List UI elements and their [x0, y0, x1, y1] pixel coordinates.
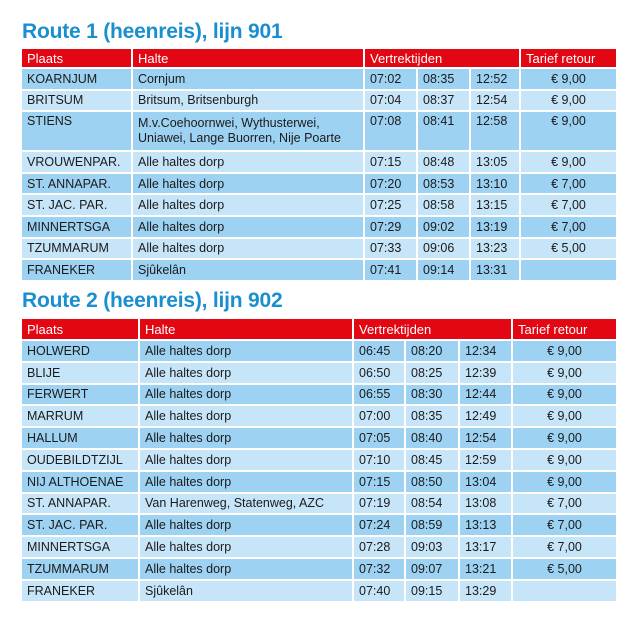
departure-time-cell: 08:54: [405, 493, 459, 515]
column-header-vertrektijden: Vertrektijden: [364, 48, 520, 68]
plaats-cell: HALLUM: [21, 427, 139, 449]
tarief-cell: € 9,00: [520, 151, 617, 173]
halte-cell: Alle haltes dorp: [139, 558, 353, 580]
plaats-cell: HOLWERD: [21, 340, 139, 362]
tarief-cell: € 9,00: [512, 471, 617, 493]
departure-time-cell: 12:39: [459, 362, 512, 384]
departure-time-cell: 07:00: [353, 405, 405, 427]
tarief-cell: € 9,00: [520, 68, 617, 90]
table-row: [21, 471, 617, 493]
plaats-cell: MINNERTSGA: [21, 536, 139, 558]
halte-cell: Alle haltes dorp: [139, 449, 353, 471]
table-row: [21, 405, 617, 427]
table-row: [21, 111, 617, 151]
table-row: [21, 216, 617, 238]
tarief-cell: [520, 259, 617, 281]
departure-time-cell: 08:58: [417, 194, 470, 216]
departure-time-cell: 12:52: [470, 68, 520, 90]
halte-cell: Alle haltes dorp: [132, 173, 364, 195]
departure-time-cell: 08:20: [405, 340, 459, 362]
departure-time-cell: 09:06: [417, 238, 470, 260]
halte-cell: M.v.Coehoornwei, Wythusterwei, Uniawei, Lange Buorren, Nije Poarte: [132, 111, 364, 151]
halte-cell: Alle haltes dorp: [139, 514, 353, 536]
halte-cell: Alle haltes dorp: [139, 427, 353, 449]
table-row: [21, 194, 617, 216]
departure-time-cell: 13:05: [470, 151, 520, 173]
departure-time-cell: 08:45: [405, 449, 459, 471]
halte-cell: Van Harenweg, Statenweg, AZC: [139, 493, 353, 515]
departure-time-cell: 07:15: [364, 151, 417, 173]
departure-time-cell: 08:53: [417, 173, 470, 195]
column-header-tarief: Tarief retour: [520, 48, 617, 68]
departure-time-cell: 07:24: [353, 514, 405, 536]
departure-time-cell: 12:59: [459, 449, 512, 471]
table-row: [21, 493, 617, 515]
tarief-cell: € 9,00: [512, 340, 617, 362]
plaats-cell: STIENS: [21, 111, 132, 151]
departure-time-cell: 08:30: [405, 384, 459, 406]
plaats-cell: NIJ ALTHOENAE: [21, 471, 139, 493]
departure-time-cell: 07:05: [353, 427, 405, 449]
departure-time-cell: 12:49: [459, 405, 512, 427]
halte-cell: Alle haltes dorp: [139, 362, 353, 384]
departure-time-cell: 07:29: [364, 216, 417, 238]
plaats-cell: FERWERT: [21, 384, 139, 406]
table-row: [21, 384, 617, 406]
departure-time-cell: 13:29: [459, 580, 512, 602]
table-row: [21, 90, 617, 112]
departure-time-cell: 13:04: [459, 471, 512, 493]
departure-time-cell: 12:34: [459, 340, 512, 362]
plaats-cell: OUDEBILDTZIJL: [21, 449, 139, 471]
tarief-cell: € 7,00: [520, 194, 617, 216]
plaats-cell: FRANEKER: [21, 259, 132, 281]
plaats-cell: ST. ANNAPAR.: [21, 493, 139, 515]
departure-time-cell: 12:58: [470, 111, 520, 151]
tarief-cell: € 5,00: [512, 558, 617, 580]
halte-cell: Alle haltes dorp: [132, 151, 364, 173]
departure-time-cell: 07:10: [353, 449, 405, 471]
halte-cell: Alle haltes dorp: [132, 194, 364, 216]
table-row: [21, 362, 617, 384]
departure-time-cell: 13:10: [470, 173, 520, 195]
plaats-cell: MARRUM: [21, 405, 139, 427]
route-1-timetable: [20, 47, 618, 282]
departure-time-cell: 06:50: [353, 362, 405, 384]
table-row: [21, 536, 617, 558]
departure-time-cell: 07:15: [353, 471, 405, 493]
departure-time-cell: 08:35: [405, 405, 459, 427]
departure-time-cell: 08:35: [417, 68, 470, 90]
departure-time-cell: 07:32: [353, 558, 405, 580]
column-header-vertrektijden: Vertrektijden: [353, 318, 512, 340]
halte-cell: Cornjum: [132, 68, 364, 90]
plaats-cell: BRITSUM: [21, 90, 132, 112]
halte-cell: Alle haltes dorp: [139, 536, 353, 558]
departure-time-cell: 07:02: [364, 68, 417, 90]
departure-time-cell: 07:08: [364, 111, 417, 151]
departure-time-cell: 13:19: [470, 216, 520, 238]
departure-time-cell: 07:41: [364, 259, 417, 281]
halte-cell: Alle haltes dorp: [139, 471, 353, 493]
departure-time-cell: 13:08: [459, 493, 512, 515]
table-row: [21, 580, 617, 602]
departure-time-cell: 09:07: [405, 558, 459, 580]
departure-time-cell: 13:31: [470, 259, 520, 281]
departure-time-cell: 08:41: [417, 111, 470, 151]
plaats-cell: MINNERTSGA: [21, 216, 132, 238]
route-2-header-row: [21, 318, 617, 340]
tarief-cell: € 7,00: [520, 216, 617, 238]
halte-cell: Britsum, Britsenburgh: [132, 90, 364, 112]
table-row: [21, 238, 617, 260]
tarief-cell: € 5,00: [520, 238, 617, 260]
departure-time-cell: 08:37: [417, 90, 470, 112]
departure-time-cell: 08:48: [417, 151, 470, 173]
plaats-cell: VROUWENPAR.: [21, 151, 132, 173]
tarief-cell: € 9,00: [512, 362, 617, 384]
departure-time-cell: 07:19: [353, 493, 405, 515]
column-header-plaats: Plaats: [21, 48, 132, 68]
departure-time-cell: 13:17: [459, 536, 512, 558]
departure-time-cell: 12:54: [470, 90, 520, 112]
departure-time-cell: 06:45: [353, 340, 405, 362]
tarief-cell: [512, 580, 617, 602]
tarief-cell: € 9,00: [520, 111, 617, 151]
departure-time-cell: 12:54: [459, 427, 512, 449]
table-row: [21, 259, 617, 281]
departure-time-cell: 13:13: [459, 514, 512, 536]
departure-time-cell: 07:28: [353, 536, 405, 558]
departure-time-cell: 13:15: [470, 194, 520, 216]
tarief-cell: € 9,00: [512, 449, 617, 471]
departure-time-cell: 13:21: [459, 558, 512, 580]
departure-time-cell: 08:59: [405, 514, 459, 536]
halte-cell: Alle haltes dorp: [132, 238, 364, 260]
departure-time-cell: 12:44: [459, 384, 512, 406]
column-header-halte: Halte: [132, 48, 364, 68]
route-1-title: Route 1 (heenreis), lijn 901: [22, 20, 283, 43]
departure-time-cell: 08:25: [405, 362, 459, 384]
column-header-halte: Halte: [139, 318, 353, 340]
departure-time-cell: 08:50: [405, 471, 459, 493]
column-header-tarief: Tarief retour: [512, 318, 617, 340]
plaats-cell: TZUMMARUM: [21, 558, 139, 580]
route-1-header-row: [21, 48, 617, 68]
departure-time-cell: 07:25: [364, 194, 417, 216]
tarief-cell: € 9,00: [512, 405, 617, 427]
departure-time-cell: 07:33: [364, 238, 417, 260]
plaats-cell: BLIJE: [21, 362, 139, 384]
departure-time-cell: 09:03: [405, 536, 459, 558]
departure-time-cell: 13:23: [470, 238, 520, 260]
plaats-cell: ST. JAC. PAR.: [21, 514, 139, 536]
plaats-cell: TZUMMARUM: [21, 238, 132, 260]
plaats-cell: KOARNJUM: [21, 68, 132, 90]
halte-cell: Alle haltes dorp: [139, 340, 353, 362]
halte-cell: Sjûkelân: [139, 580, 353, 602]
tarief-cell: € 7,00: [512, 536, 617, 558]
table-row: [21, 514, 617, 536]
departure-time-cell: 09:14: [417, 259, 470, 281]
plaats-cell: ST. JAC. PAR.: [21, 194, 132, 216]
route-2-timetable: [20, 317, 618, 603]
tarief-cell: € 7,00: [520, 173, 617, 195]
tarief-cell: € 9,00: [512, 427, 617, 449]
halte-cell: Alle haltes dorp: [139, 405, 353, 427]
tarief-cell: € 9,00: [520, 90, 617, 112]
halte-cell: Alle haltes dorp: [139, 384, 353, 406]
table-row: [21, 340, 617, 362]
departure-time-cell: 09:15: [405, 580, 459, 602]
table-row: [21, 68, 617, 90]
tarief-cell: € 7,00: [512, 493, 617, 515]
table-row: [21, 449, 617, 471]
plaats-cell: ST. ANNAPAR.: [21, 173, 132, 195]
plaats-cell: FRANEKER: [21, 580, 139, 602]
tarief-cell: € 7,00: [512, 514, 617, 536]
departure-time-cell: 07:40: [353, 580, 405, 602]
table-row: [21, 173, 617, 195]
column-header-plaats: Plaats: [21, 318, 139, 340]
tarief-cell: € 9,00: [512, 384, 617, 406]
departure-time-cell: 07:20: [364, 173, 417, 195]
departure-time-cell: 09:02: [417, 216, 470, 238]
halte-cell: Alle haltes dorp: [132, 216, 364, 238]
table-row: [21, 427, 617, 449]
departure-time-cell: 08:40: [405, 427, 459, 449]
table-row: [21, 558, 617, 580]
departure-time-cell: 07:04: [364, 90, 417, 112]
halte-cell: Sjûkelân: [132, 259, 364, 281]
departure-time-cell: 06:55: [353, 384, 405, 406]
route-2-title: Route 2 (heenreis), lijn 902: [22, 289, 283, 312]
table-row: [21, 151, 617, 173]
